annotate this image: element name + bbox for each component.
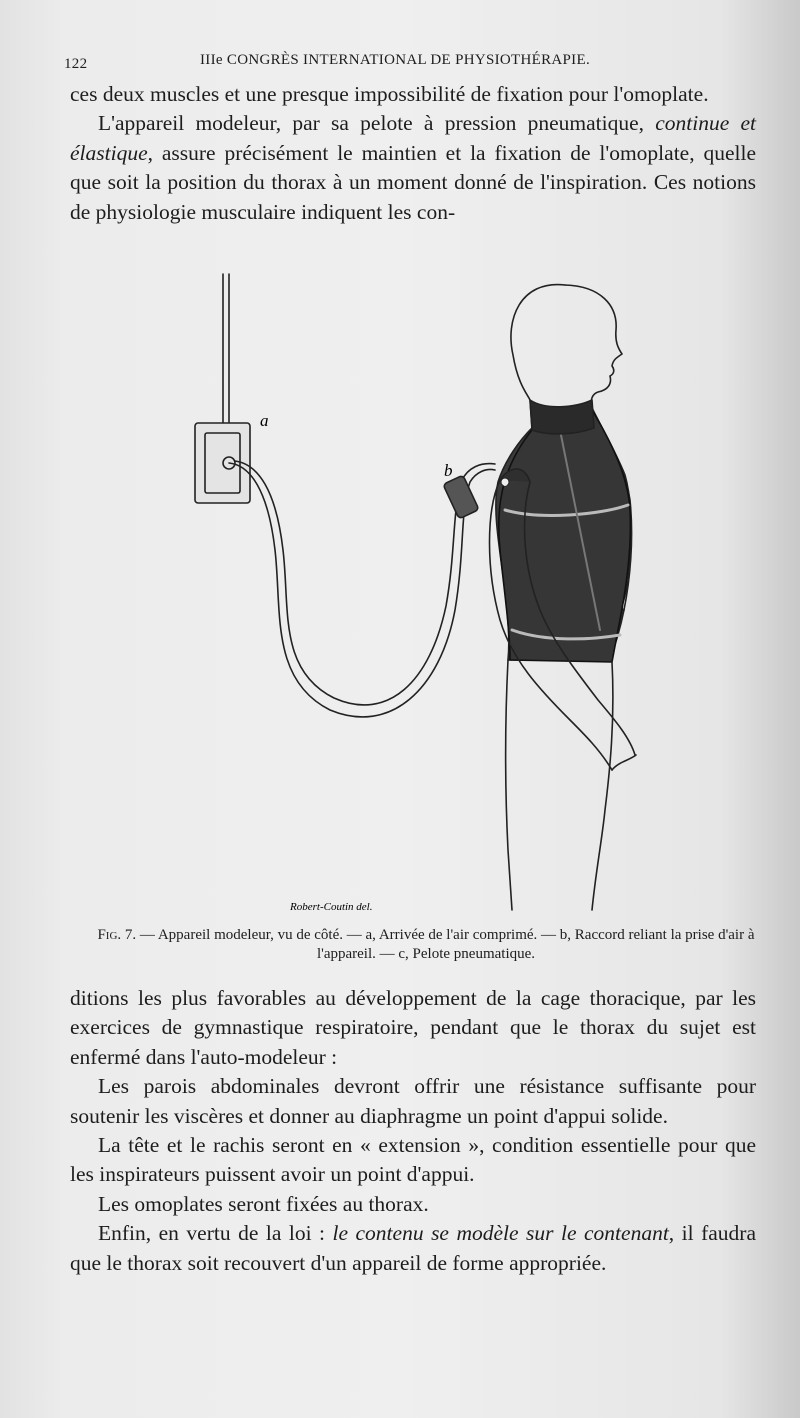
apparatus-drawing (0, 250, 800, 930)
paragraph-2-emphasis: continue et élastique (70, 111, 756, 165)
paragraph-5: La tête et le rachis seront en « extension », condition essentielle pour que les inspirateurs puissent avoir un point d'appui. (70, 1133, 756, 1187)
running-header (64, 48, 754, 78)
figure-illustration (0, 250, 800, 930)
paragraph-3: ditions les plus favorables au développement de la cage thoracique, par les exercices de gymnastique respiratoire, pendant que le thorax du sujet est enfermé dans l'auto-modeleur : (70, 986, 756, 1069)
paragraph-4: Les parois abdominales devront offrir une résistance suffisante pour soutenir les viscères et donner au diaphragme un point d'appui solide. (70, 1074, 756, 1128)
label-b: b (444, 461, 453, 480)
bottom-text-block (70, 984, 756, 1278)
paragraph-2-start: L'appareil modeleur, par sa pelote à pression pneumatique, (98, 111, 656, 136)
page-number: 122 (64, 56, 88, 72)
paragraph-6: Les omoplates seront fixées au thorax. (98, 1191, 429, 1216)
paragraph-2 (70, 109, 756, 227)
caption-text: — Appareil modeleur, vu de côté. — a, Arrivée de l'air comprimé. — b, Raccord reliant la prise d'air à l'appareil. — c, Pelote pneumatique. (136, 927, 755, 962)
paragraph-7 (70, 1219, 756, 1278)
mannequin-body (506, 660, 512, 910)
top-text-block (70, 80, 756, 227)
figure-caption (86, 926, 766, 964)
figure-number: Fig. 7. (97, 927, 137, 943)
artist-signature: Robert-Coutin del. (290, 901, 373, 913)
paragraph-7-end: , il faudra que le thorax soit recouvert d'un appareil de forme appropriée. (70, 1221, 756, 1275)
running-title: IIIe CONGRÈS INTERNATIONAL DE PHYSIOTHÉRAPIE. (200, 52, 590, 68)
label-c: c (503, 477, 508, 489)
paragraph-2-end: , assure précisément le maintien et la fixation de l'omoplate, quelle que soit la position du thorax à un moment donné de l'inspiration. Ces notions de physiologie musculaire indiquent les con- (70, 140, 756, 224)
paragraph-1: ces deux muscles et une presque impossibilité de fixation pour l'omoplate. (70, 82, 709, 106)
paragraph-7-start: Enfin, en vertu de la loi : (98, 1221, 333, 1246)
paragraph-7-emphasis: le contenu se modèle sur le contenant (332, 1221, 669, 1246)
hose-coupling (443, 475, 479, 519)
label-a: a (260, 411, 269, 430)
